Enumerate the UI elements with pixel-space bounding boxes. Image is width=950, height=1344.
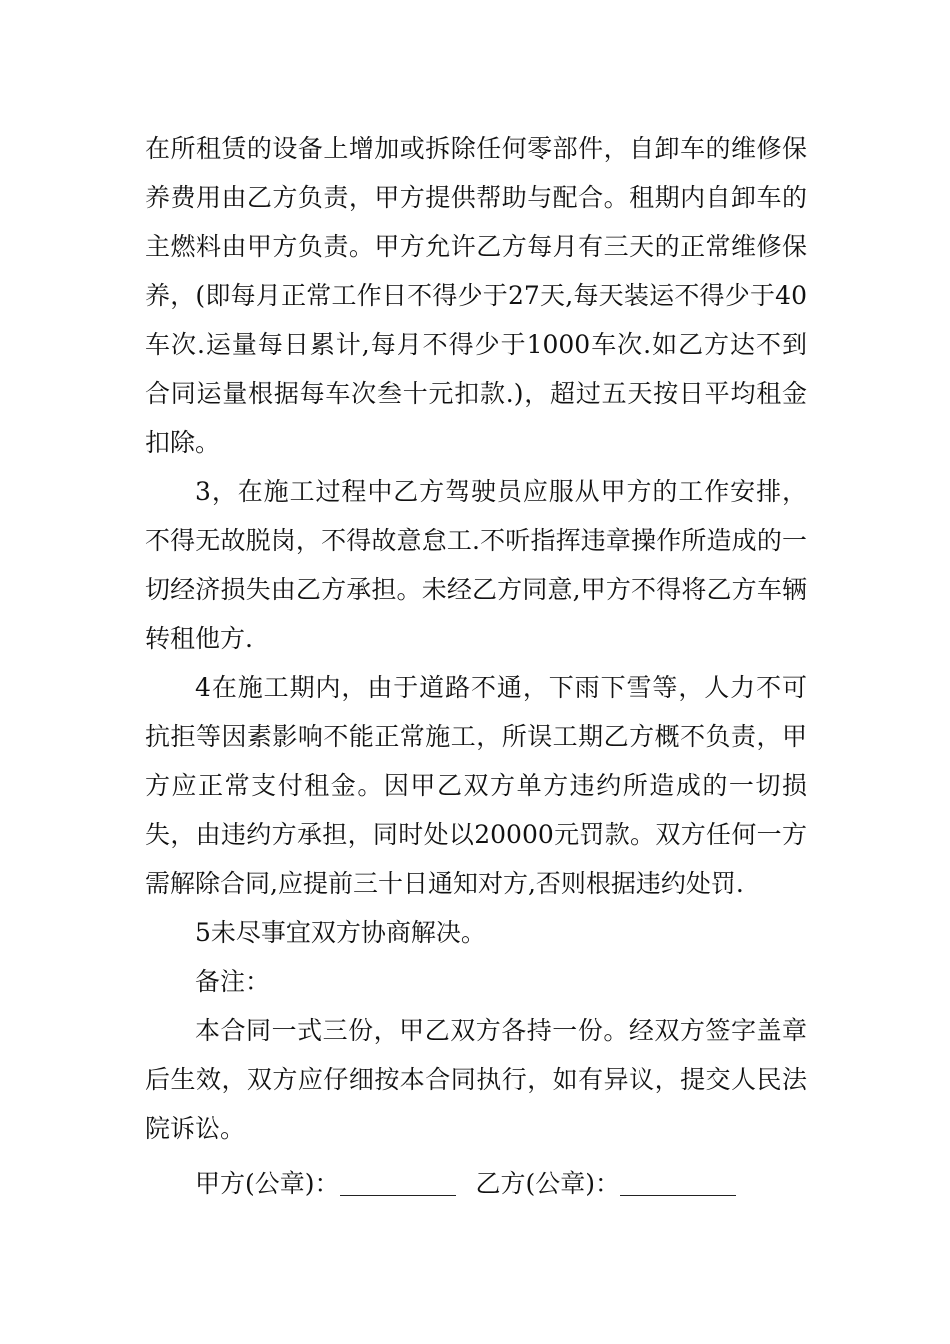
party-a-seal-label: 甲方(公章)： [195, 1169, 340, 1198]
note-label: 备注： [195, 967, 271, 996]
clause-3-paragraph: 3，在施工过程中乙方驾驶员应服从甲方的工作安排，不得无故脱岗，不得故意怠工.不听指挥违章操作所造成的一切经济损失由乙方承担。未经乙方同意,甲方不得将乙方车辆转租他方. [145, 477, 807, 653]
signature-row [145, 1159, 807, 1208]
document-page [145, 124, 807, 1208]
clause-continuation-paragraph: 在所租赁的设备上增加或拆除任何零部件，自卸车的维修保养费用由乙方负责，甲方提供帮助与配合。租期内自卸车的主燃料由甲方负责。甲方允许乙方每月有三天的正常维修保养，(即每月正常工作日不得少于27天,每天装运不得少于40车次.运量每日累计,每月不得少于1000车次.如乙方达不到合同运量根据每车次叁十元扣款.)，超过五天按日平均租金扣除。 [145, 134, 807, 457]
party-a-signature-line [340, 1169, 456, 1196]
party-b-signature-line [620, 1169, 736, 1196]
clause-5-paragraph: 5未尽事宜双方协商解决。 [195, 918, 486, 947]
party-b-seal-label: 乙方(公章)： [475, 1169, 620, 1198]
note-body-paragraph: 本合同一式三份，甲乙双方各持一份。经双方签字盖章后生效，双方应仔细按本合同执行，如有异议，提交人民法院诉讼。 [145, 1016, 807, 1143]
clause-4-paragraph: 4在施工期内，由于道路不通，下雨下雪等，人力不可抗拒等因素影响不能正常施工，所误工期乙方概不负责，甲方应正常支付租金。因甲乙双方单方违约所造成的一切损失，由违约方承担，同时处以20000元罚款。双方任何一方需解除合同,应提前三十日通知对方,否则根据违约处罚. [145, 673, 807, 898]
